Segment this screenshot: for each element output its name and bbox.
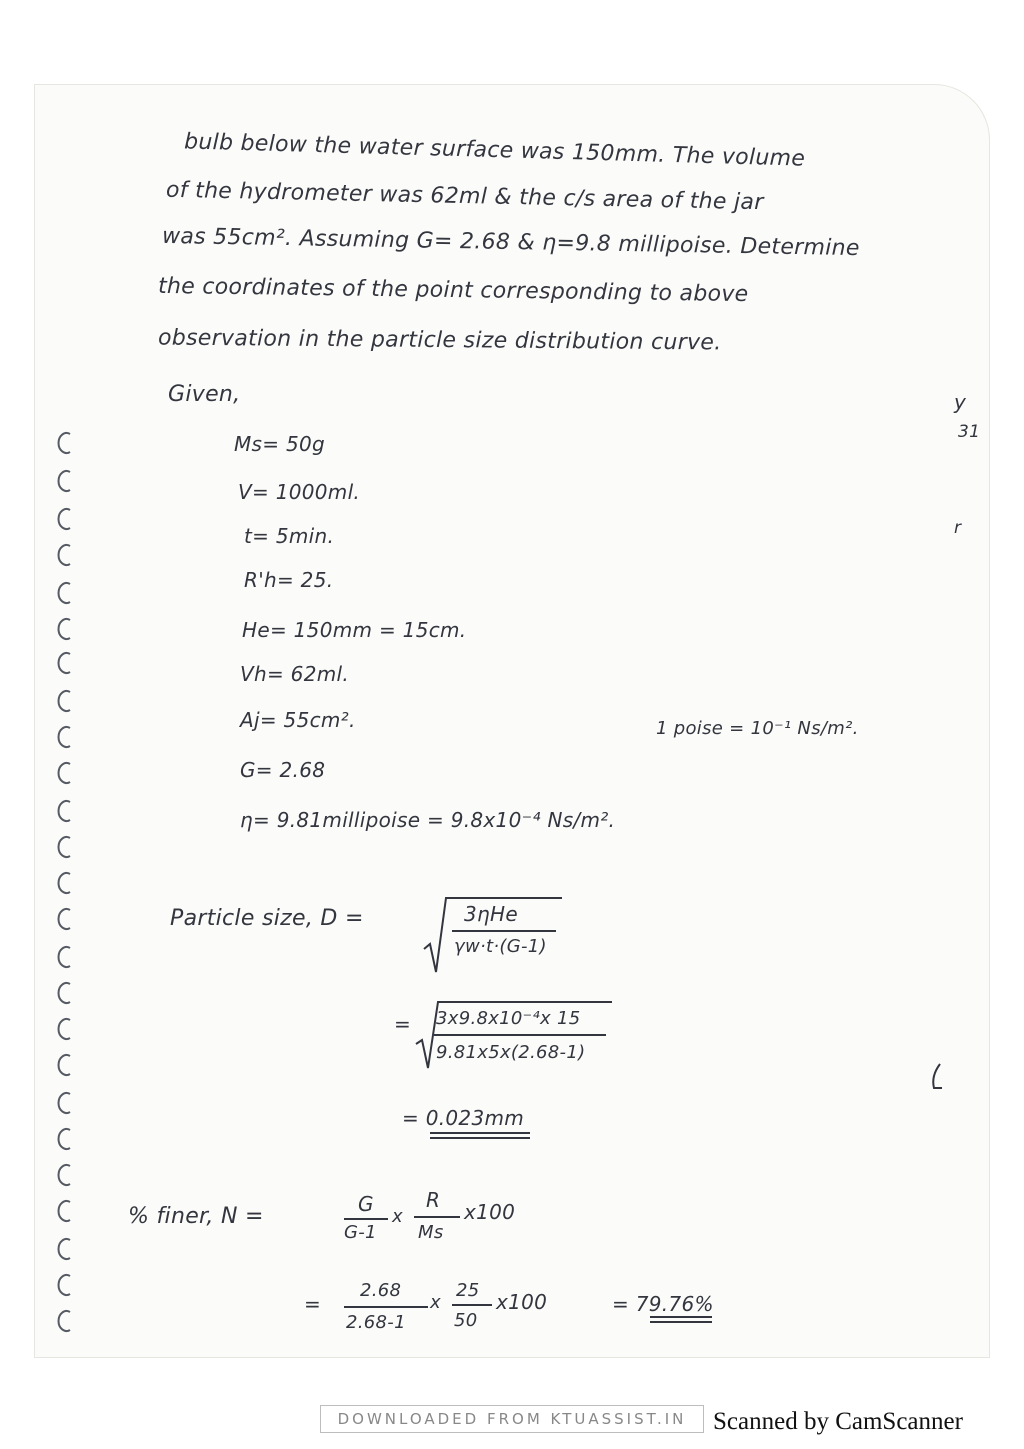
given-eta: η= 9.81millipoise = 9.8x10⁻⁴ Ns/m². (240, 808, 616, 832)
given-heading: Given, (168, 382, 241, 407)
given-v: V= 1000ml. (238, 480, 361, 504)
fraction-bar-1 (452, 930, 556, 932)
result-underline-1b (430, 1137, 530, 1139)
finer-r-den: Ms (418, 1222, 444, 1243)
finer-v-den: 2.68-1 (346, 1312, 406, 1333)
problem-line-5: observation in the particle size distribution curve. (157, 325, 722, 356)
margin-mark-31: 31 (958, 422, 981, 442)
margin-mark-r: r (954, 518, 962, 538)
given-ms: Ms= 50g (234, 432, 326, 456)
given-he: He= 150mm = 15cm. (242, 618, 467, 642)
problem-line-3: was 55cm². Assuming G= 2.68 & η=9.8 millipoise. Determine (161, 223, 860, 262)
given-vh: Vh= 62ml. (240, 662, 350, 686)
fraction-bar-vr (452, 1304, 492, 1306)
finer-v-r-num: 25 (456, 1280, 480, 1301)
problem-line-2: of the hydrometer was 62ml & the c/s area of the jar (165, 177, 764, 216)
finer-g-num: G (358, 1192, 374, 1216)
scanned-page (34, 84, 990, 1358)
given-t: t= 5min. (244, 524, 335, 548)
particle-size-label: Particle size, D = (170, 906, 364, 931)
given-g: G= 2.68 (240, 758, 326, 782)
finer-x100: x100 (464, 1200, 516, 1224)
fraction-bar-g (344, 1218, 388, 1220)
finer-r-num: R (426, 1188, 441, 1212)
margin-stroke (926, 1062, 946, 1092)
given-rh: R'h= 25. (244, 568, 334, 592)
finer-label: % finer, N = (128, 1204, 264, 1229)
particle-den-2: 9.81x5x(2.68-1) (436, 1042, 586, 1063)
particle-eq-2: = (394, 1012, 412, 1036)
finer-result: = 79.76% (612, 1292, 714, 1316)
camscanner-watermark: Scanned by CamScanner (713, 1408, 963, 1435)
finer-times: x (392, 1206, 403, 1227)
finer-x100-2: x100 (496, 1290, 548, 1314)
fraction-bar-v (344, 1306, 428, 1308)
download-banner: DOWNLOADED FROM KTUASSIST.IN (320, 1405, 704, 1433)
problem-line-1: bulb below the water surface was 150mm. The volume (183, 129, 806, 172)
fraction-bar-2 (434, 1034, 606, 1036)
finer-times-2: x (430, 1292, 441, 1313)
result-underline-2b (650, 1321, 712, 1323)
finer-g-den: G-1 (344, 1222, 377, 1243)
poise-note: 1 poise = 10⁻¹ Ns/m². (656, 718, 859, 739)
fraction-bar-r (414, 1216, 460, 1218)
binding-holes (54, 254, 84, 1354)
finer-v-r-den: 50 (454, 1310, 478, 1331)
finer-v-num: 2.68 (360, 1280, 402, 1301)
problem-line-4: the coordinates of the point corresponding to above (157, 273, 749, 308)
result-underline-2a (650, 1316, 712, 1318)
margin-mark-y: y (954, 390, 967, 414)
particle-den-1: γw·t·(G-1) (454, 936, 547, 957)
particle-result: = 0.023mm (402, 1106, 525, 1130)
given-aj: Aj= 55cm². (240, 708, 356, 732)
particle-num-2: 3x9.8x10⁻⁴x 15 (436, 1008, 581, 1029)
particle-num-1: 3ηHe (464, 902, 518, 926)
finer-eq: = (304, 1292, 322, 1316)
result-underline-1a (430, 1132, 530, 1134)
